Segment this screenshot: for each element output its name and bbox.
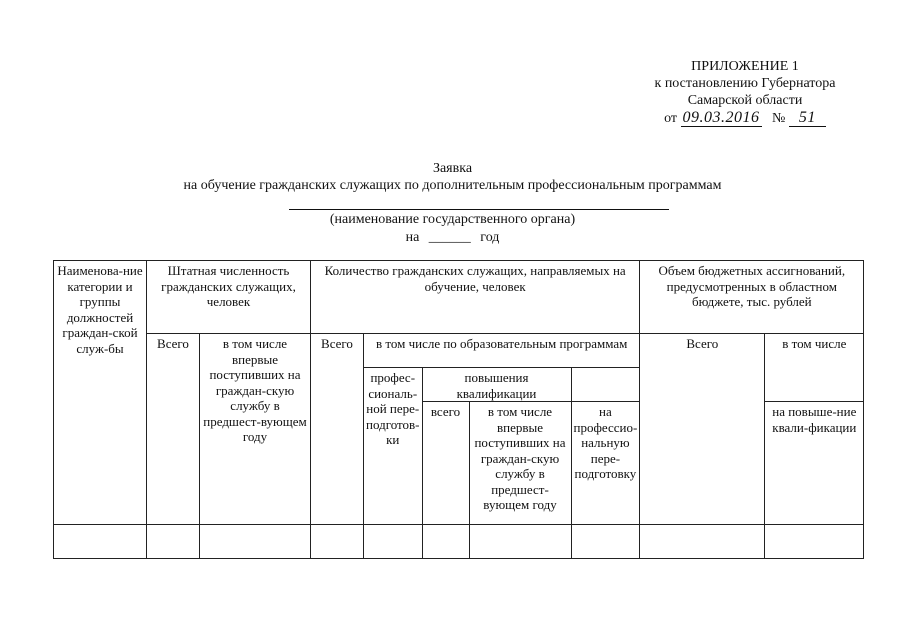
form-title: Заявка: [432, 161, 473, 176]
empty-cell: [311, 525, 364, 559]
qual-first-time-header: в том числе впервые поступивших на граждан-скую службу в предшест-вующем году: [469, 402, 571, 525]
org-name-caption: (наименование государственного органа): [329, 212, 576, 227]
budget-header: Объем бюджетных ассигнований, предусмотренных в областном бюджете, тыс. рублей: [640, 261, 864, 334]
empty-cell: [147, 525, 200, 559]
decree-number: 51: [789, 109, 826, 127]
application-table: [53, 260, 864, 559]
empty-cell: [422, 525, 469, 559]
appendix-decree-line: к постановлению Губернатора: [654, 76, 836, 91]
table-row: [54, 525, 864, 559]
year-blank: ______: [428, 230, 471, 245]
count-header: Количество гражданских служащих, направляемых на обучение, человек: [311, 261, 640, 334]
date-from-label: от: [664, 111, 678, 126]
empty-cell: [364, 525, 423, 559]
org-name-line: [289, 209, 669, 210]
empty-cell: [54, 525, 147, 559]
staff-header: Штатная численность гражданских служащих, человек: [147, 261, 311, 334]
count-retraining-header: профес-сиональ-ной пере-подготов-ки: [364, 368, 423, 525]
empty-cell: [469, 525, 571, 559]
empty-cell: [765, 525, 864, 559]
year-suffix: год: [480, 230, 500, 245]
appendix-date-line: [600, 109, 890, 127]
decree-date: 09.03.2016: [682, 109, 760, 126]
staff-total-header: Всего: [147, 334, 200, 525]
budget-incl-header: в том числе: [765, 334, 864, 402]
empty-cell: [200, 525, 311, 559]
qual-total-header: всего: [422, 402, 469, 525]
count-qualification-header: повышения квалификации: [422, 368, 571, 402]
year-line: [0, 230, 905, 246]
appendix-block: [600, 58, 890, 127]
budget-retraining-header: на профессио-нальную пере-подготовку: [571, 402, 640, 525]
appendix-region-line: Самарской области: [687, 93, 803, 108]
budget-total-header: Всего: [640, 334, 765, 525]
budget-qualification-header: на повыше-ние квали-фикации: [765, 402, 864, 525]
count-programs-header: в том числе по образовательным программам: [364, 334, 640, 368]
category-header: Наименова-ние категории и группы должностей граждан-ской служ-бы: [54, 261, 147, 525]
empty-cell: [571, 525, 640, 559]
staff-first-time-header: в том числе впервые поступивших на граждан-скую службу в предшест-вующем году: [200, 334, 311, 525]
form-subtitle: на обучение гражданских служащих по дополнительным профессиональным программам: [183, 178, 722, 193]
year-prefix: на: [405, 230, 420, 245]
appendix-title: ПРИЛОЖЕНИЕ 1: [691, 59, 799, 74]
number-label: №: [772, 111, 786, 126]
count-total-header: Всего: [311, 334, 364, 525]
empty-cell: [640, 525, 765, 559]
